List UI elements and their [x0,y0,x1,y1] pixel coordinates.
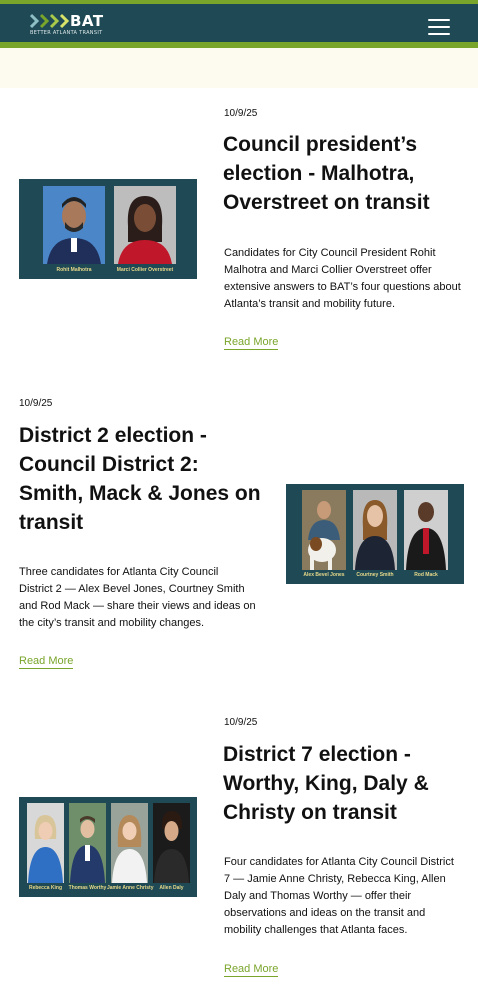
post-excerpt-line: District 2 — Alex Bevel Jones, Courtney Smith [19,583,245,595]
post-excerpt-line: Four candidates for Atlanta City Council District [224,856,454,868]
candidate-photo [69,803,106,883]
candidate-photo [114,186,176,264]
post-title-line: Christy on transit [223,801,397,824]
post-excerpt-line: Daly and Thomas Worthy — offer their [224,890,412,902]
candidate-photo [27,803,64,883]
logo-chevrons-icon [30,13,70,29]
post-excerpt-line: mobility challenges that Atlanta faces. [224,924,408,936]
logo-text: BAT [70,12,104,30]
post-date: 10/9/25 [224,108,258,119]
post-excerpt-line: Candidates for City Council President Rohit [224,247,436,259]
post-excerpt-line: Atlanta’s transit and mobility future. [224,298,395,310]
photo-caption: Allen Daly [159,885,184,891]
post-excerpt-line: Malhotra and Marci Collier Overstreet offer [224,264,432,276]
photo-caption: Thomas Worthy [68,885,107,891]
post-title-line: election - Malhotra, [223,162,415,185]
post-title-line: District 7 election - [223,743,411,766]
photo-caption: Rod Mack [414,572,438,578]
candidate-photo [404,490,448,570]
post-excerpt-line: and Rod Mack — share their views and ideas on [19,600,256,612]
post-excerpt [19,564,269,632]
candidate-photo [153,803,190,883]
photo-caption: Marci Collier Overstreet [116,267,174,273]
read-more-link[interactable]: Read More [224,963,279,975]
post-title-line: Overstreet on transit [223,191,430,214]
photo-caption: Rohit Malhotra [56,267,92,273]
post-excerpt [224,245,472,313]
post-excerpt-line: observations and ideas on the transit and [224,907,426,919]
photo-caption: Alex Bevel Jones [303,572,345,578]
post-title-line: District 2 election - [19,424,207,447]
candidate-photo [353,490,397,570]
post-title[interactable] [223,740,468,827]
post-thumbnail[interactable] [286,484,464,584]
candidate-photo [111,803,148,883]
hamburger-menu-icon[interactable] [428,19,450,36]
post-excerpt-line: extensive answers to BAT’s four questions about [224,281,461,293]
post-date: 10/9/25 [224,717,258,728]
post-excerpt-line: Three candidates for Atlanta City Council [19,566,219,578]
site-logo[interactable] [30,13,120,39]
photo-caption: Rebecca King [28,885,63,891]
photo-caption: Courtney Smith [356,572,394,578]
post-date: 10/9/25 [19,398,53,409]
post-title-line: Council president’s [223,133,418,156]
post-excerpt [224,854,474,939]
read-more-link[interactable]: Read More [224,336,279,348]
logo-subtitle: BETTER ATLANTA TRANSIT [30,30,103,36]
post-title-line: Smith, Mack & Jones on [19,482,261,505]
post-title-line: Council District 2: [19,453,199,476]
site-header [0,4,478,42]
post-excerpt-line: 7 — Jamie Anne Christy, Rebecca King, Allen [224,873,446,885]
post-title-line: Worthy, King, Daly & [223,772,429,795]
post-title-line: transit [19,511,84,534]
post-excerpt-line: the city’s transit and mobility changes. [19,617,205,629]
post-thumbnail[interactable] [19,797,197,897]
candidate-photo [43,186,105,264]
post-thumbnail[interactable] [19,179,197,279]
photo-caption: Jamie Anne Christy [107,885,154,891]
cream-banner [0,48,478,88]
post-title[interactable] [223,130,468,217]
read-more-link[interactable]: Read More [19,655,74,667]
post-title[interactable] [19,421,274,537]
candidate-photo [302,490,346,570]
